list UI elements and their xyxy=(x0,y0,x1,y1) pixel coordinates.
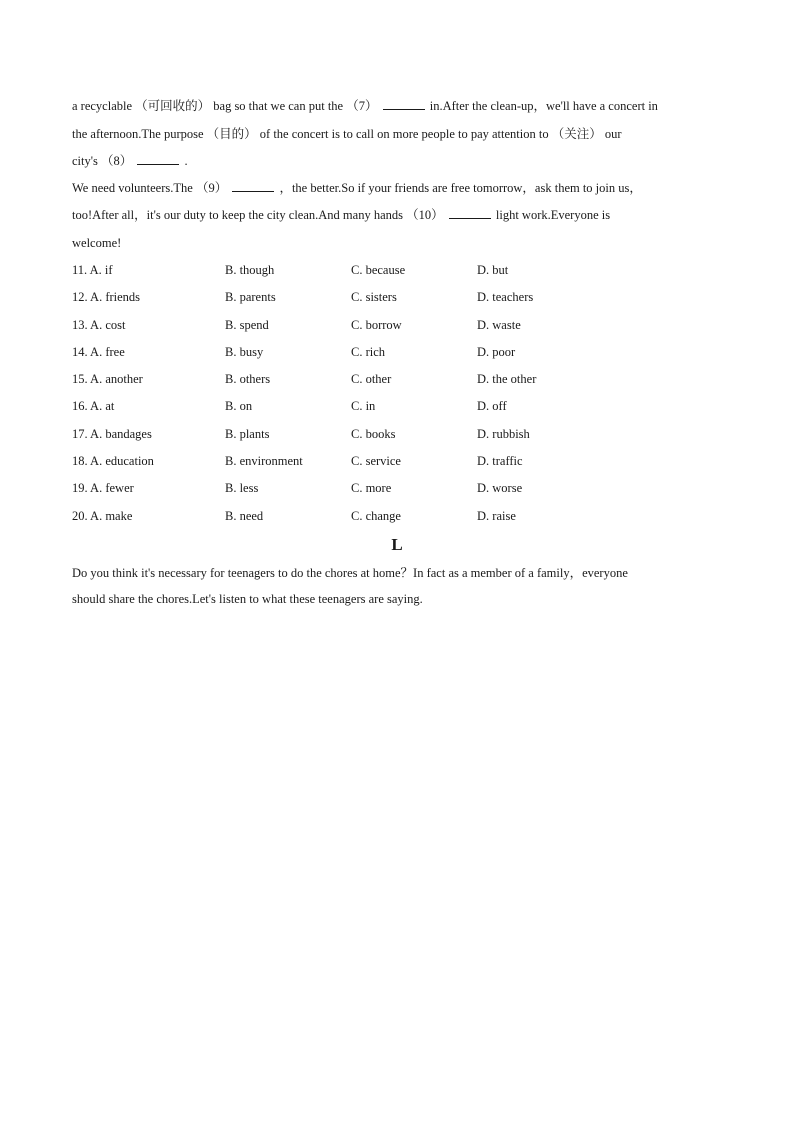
option-d[interactable]: D. poor xyxy=(477,344,516,359)
option-b[interactable]: B. on xyxy=(225,399,253,414)
option-a[interactable]: 15. A. another xyxy=(72,372,143,387)
option-c[interactable]: C. change xyxy=(351,508,401,523)
option-d[interactable]: D. waste xyxy=(477,317,521,332)
passage-text: a recyclable （可回收的） bag so that we can put the （7） xyxy=(72,99,378,113)
passage-paragraph-2 xyxy=(72,175,728,258)
option-a[interactable]: 11. A. if xyxy=(72,263,113,277)
option-a[interactable]: 20. A. make xyxy=(72,508,133,523)
option-row xyxy=(72,339,728,366)
passage-text: ，the better.So if your friends are free tomorrow，ask them to join us， xyxy=(279,180,642,195)
document-page xyxy=(72,93,728,612)
option-c[interactable]: C. service xyxy=(351,454,401,469)
option-a[interactable]: 19. A. fewer xyxy=(72,481,134,496)
option-c[interactable]: C. in xyxy=(351,399,376,414)
answer-blank-7[interactable] xyxy=(383,97,425,110)
option-b[interactable]: B. less xyxy=(225,481,259,496)
passage-text: . xyxy=(184,154,188,168)
answer-blank-8[interactable] xyxy=(137,152,179,165)
passage-text: too!After all，it's our duty to keep the city clean.And many hands （10） xyxy=(72,208,444,222)
option-d[interactable]: D. teachers xyxy=(477,290,534,305)
option-c[interactable]: C. sisters xyxy=(351,290,397,305)
option-d[interactable]: D. but xyxy=(477,263,509,277)
option-c[interactable]: C. books xyxy=(351,426,396,441)
answer-blank-10[interactable] xyxy=(449,206,491,219)
option-a[interactable]: 18. A. education xyxy=(72,454,154,469)
option-b[interactable]: B. need xyxy=(225,508,264,523)
passage-text: in.After the clean-up，we'll have a concert in xyxy=(429,99,658,113)
option-a[interactable]: 14. A. free xyxy=(72,344,125,359)
option-c[interactable]: C. other xyxy=(351,372,392,387)
option-row xyxy=(72,284,728,311)
option-a[interactable]: 12. A. friends xyxy=(72,290,141,305)
option-row xyxy=(72,393,728,420)
option-d[interactable]: D. off xyxy=(477,399,507,414)
option-d[interactable]: D. raise xyxy=(477,508,516,523)
option-b[interactable]: B. environment xyxy=(225,454,303,469)
option-c[interactable]: C. because xyxy=(351,263,406,277)
intro-text: should share the chores.Let's listen to what these teenagers are saying. xyxy=(72,591,423,606)
passage-paragraph-1 xyxy=(72,93,728,176)
option-b[interactable]: B. parents xyxy=(225,290,276,305)
passage-text: city's （8） xyxy=(72,154,133,168)
option-b[interactable]: B. busy xyxy=(225,344,264,359)
option-b[interactable]: B. though xyxy=(225,263,275,277)
option-d[interactable]: D. the other xyxy=(477,372,537,387)
intro-text: Do you think it's necessary for teenagers to do the chores at home？In fact as a member of a family，everyone xyxy=(72,565,628,580)
option-b[interactable]: B. plants xyxy=(225,426,270,441)
answer-options-list xyxy=(72,257,728,530)
option-d[interactable]: D. traffic xyxy=(477,454,523,469)
option-row xyxy=(72,312,728,339)
passage-text: light work.Everyone is xyxy=(495,208,611,222)
option-row xyxy=(72,366,728,393)
option-row xyxy=(72,448,728,475)
option-row xyxy=(72,503,728,530)
passage-text: welcome! xyxy=(72,235,122,250)
passage-text: the afternoon.The purpose （目的） of the concert is to call on more people to pay attention to （关注） our xyxy=(72,126,622,141)
option-a[interactable]: 17. A. bandages xyxy=(72,426,152,441)
passage-text: We need volunteers.The （9） xyxy=(72,180,228,195)
option-b[interactable]: B. others xyxy=(225,372,271,387)
option-d[interactable]: D. worse xyxy=(477,481,523,496)
section-title: L xyxy=(391,534,403,554)
option-c[interactable]: C. rich xyxy=(351,344,386,359)
option-c[interactable]: C. more xyxy=(351,481,392,496)
option-a[interactable]: 16. A. at xyxy=(72,399,115,414)
option-d[interactable]: D. rubbish xyxy=(477,426,530,441)
option-a[interactable]: 13. A. cost xyxy=(72,317,126,332)
option-b[interactable]: B. spend xyxy=(225,317,269,332)
section-intro xyxy=(72,560,728,612)
option-row xyxy=(72,257,728,284)
option-c[interactable]: C. borrow xyxy=(351,317,402,332)
answer-blank-9[interactable] xyxy=(232,179,274,192)
option-row xyxy=(72,475,728,502)
option-row xyxy=(72,421,728,448)
